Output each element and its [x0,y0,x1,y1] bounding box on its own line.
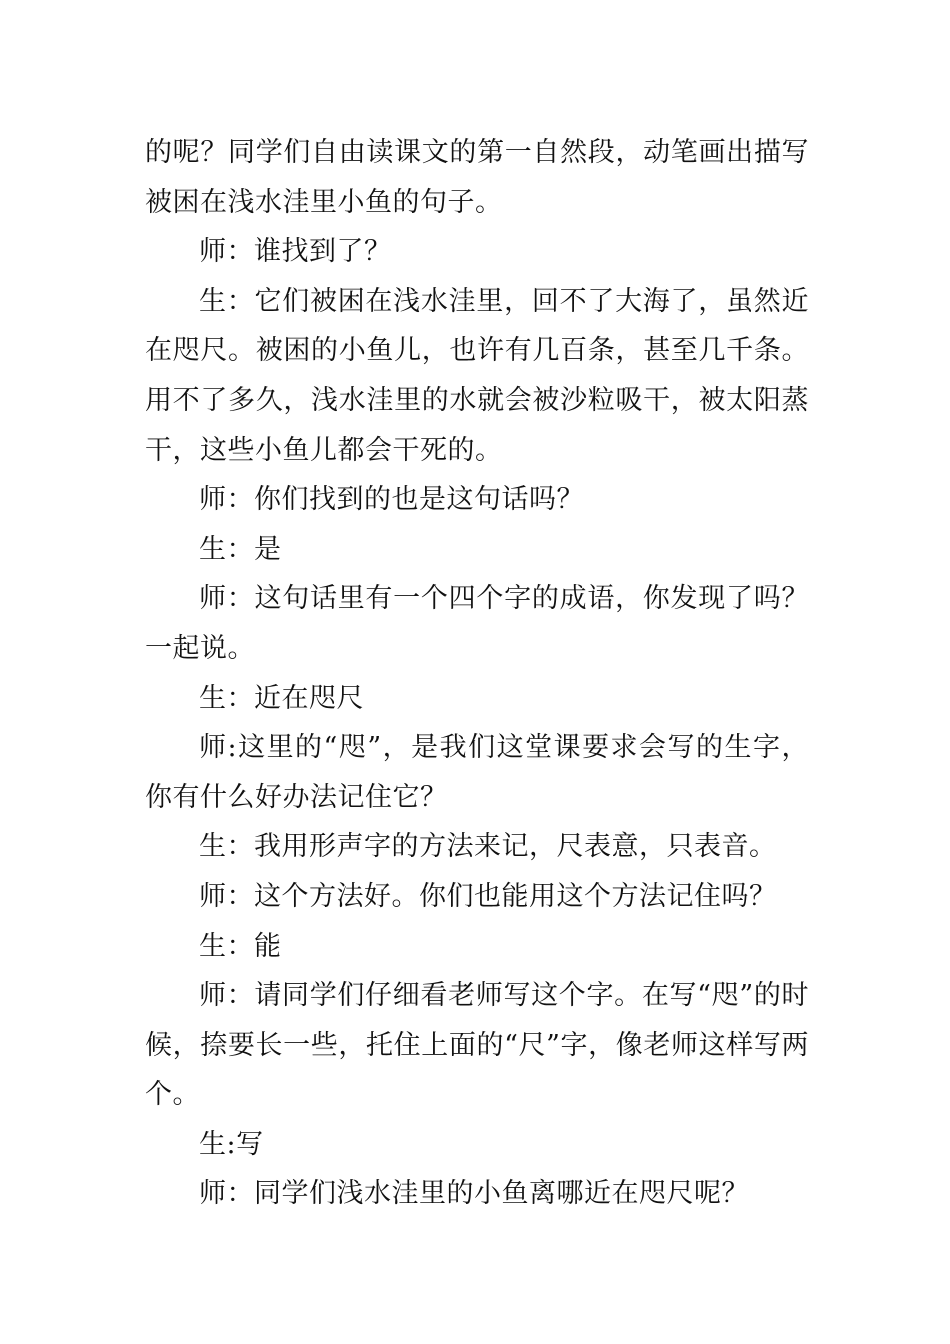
paragraph: 师：谁找到了？ [199,236,392,268]
paragraph: 生：近在咫尺 [199,682,364,714]
paragraph: 的呢？同学们自由读课文的第一自然段，动笔画出描写被困在浅水洼里小鱼的句子。 [145,137,809,218]
paragraph: 师：这个方法好。你们也能用这个方法记住吗？ [199,880,777,912]
paragraph: 师：你们找到的也是这句话吗？ [199,484,584,516]
document-body [145,128,809,1219]
paragraph: 生：是 [199,533,282,565]
paragraph: 生:写 [199,1128,264,1160]
paragraph: 生：它们被困在浅水洼里，回不了大海了，虽然近在咫尺。被困的小鱼儿，也许有几百条，甚至几千条。用不了多久，浅水洼里的水就会被沙粒吸干，被太阳蒸干，这些小鱼儿都会干死的。 [145,285,809,466]
paragraph: 生：能 [199,930,282,962]
paragraph: 师:这里的“咫”，是我们这堂课要求会写的生字，你有什么好办法记住它？ [145,732,809,813]
paragraph: 师：这句话里有一个四个字的成语，你发现了吗？一起说。 [145,583,809,664]
paragraph: 师：请同学们仔细看老师写这个字。在写“咫”的时候，捺要长一些，托住上面的“尺”字，像老师这样写两个。 [145,980,809,1111]
paragraph: 师：同学们浅水洼里的小鱼离哪近在咫尺呢？ [199,1178,749,1210]
paragraph: 生：我用形声字的方法来记，尺表意，只表音。 [199,831,777,863]
